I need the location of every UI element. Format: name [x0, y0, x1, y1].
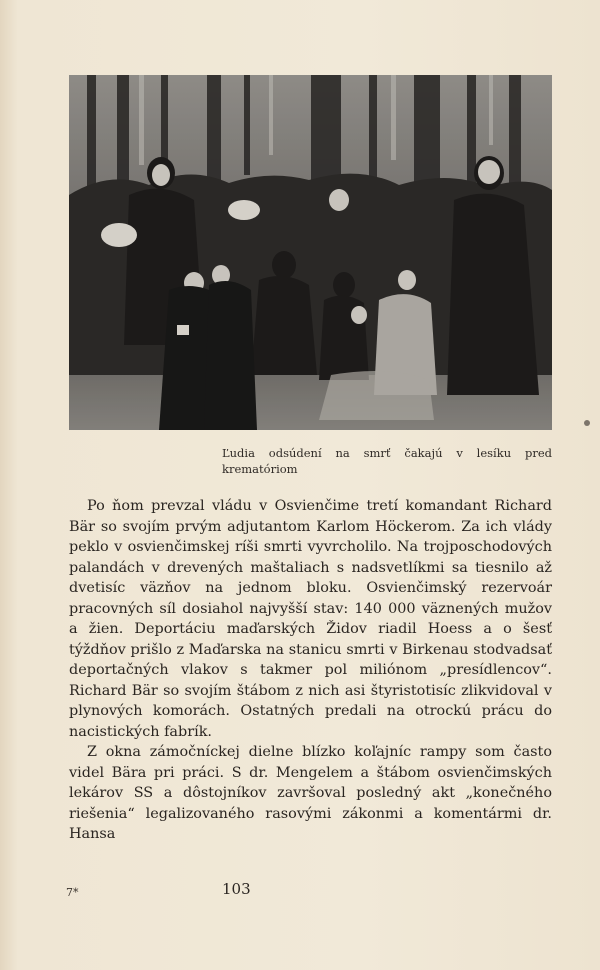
- printer-signature-mark: 7*: [66, 886, 79, 899]
- paragraph: Z okna zámočníckej dielne blízko koľajníc rampy som často videl Bära pri práci. S dr. Mengelem a štábom osvienčimských lekárov SS a dôstojníkov završoval posledný akt „konečného riešenia“ legalizovaného rasovými zákonmi a komentármi dr. Hansa: [69, 744, 552, 842]
- paragraph: Po ňom prevzal vládu v Osvienčime tretí komandant Richard Bär so svojím prvým adjutantom Karlom Höckerom. Za ich vlády peklo v osvienčimskej ríši smrti vyvrcholilo. Na trojposchodových palandách v drevených maštaliach s nadsvetlíkmi sa tiesnilo až dvetisíc väzňov na jednom bloku. Osvienčimský rezervoár pracovných síl dosiahol najvyšší stav: 140 000 väznených mužov a žien. Deportáciu maďarských Židov riadil Hoess a o šesť týždňov prišlo z Maďarska na stanicu smrti v Birkenau stodvadsať deportačných vlakov s takmer pol miliónom „presídlencov“. Richard Bär so svojím štábom z nich asi štyristotisíc zlikvidoval v plynových komorách. Ostatných predali na otrockú prácu do nacistických fabrík.: [69, 498, 552, 740]
- photo-caption: Ľudia odsúdení na smrť čakajú v lesíku pred krematóriom: [222, 446, 552, 476]
- page-number: 103: [222, 880, 251, 898]
- photograph-image: [69, 75, 552, 430]
- paper-spot: [584, 420, 590, 426]
- body-text: [69, 496, 552, 845]
- historical-photograph: [69, 75, 552, 430]
